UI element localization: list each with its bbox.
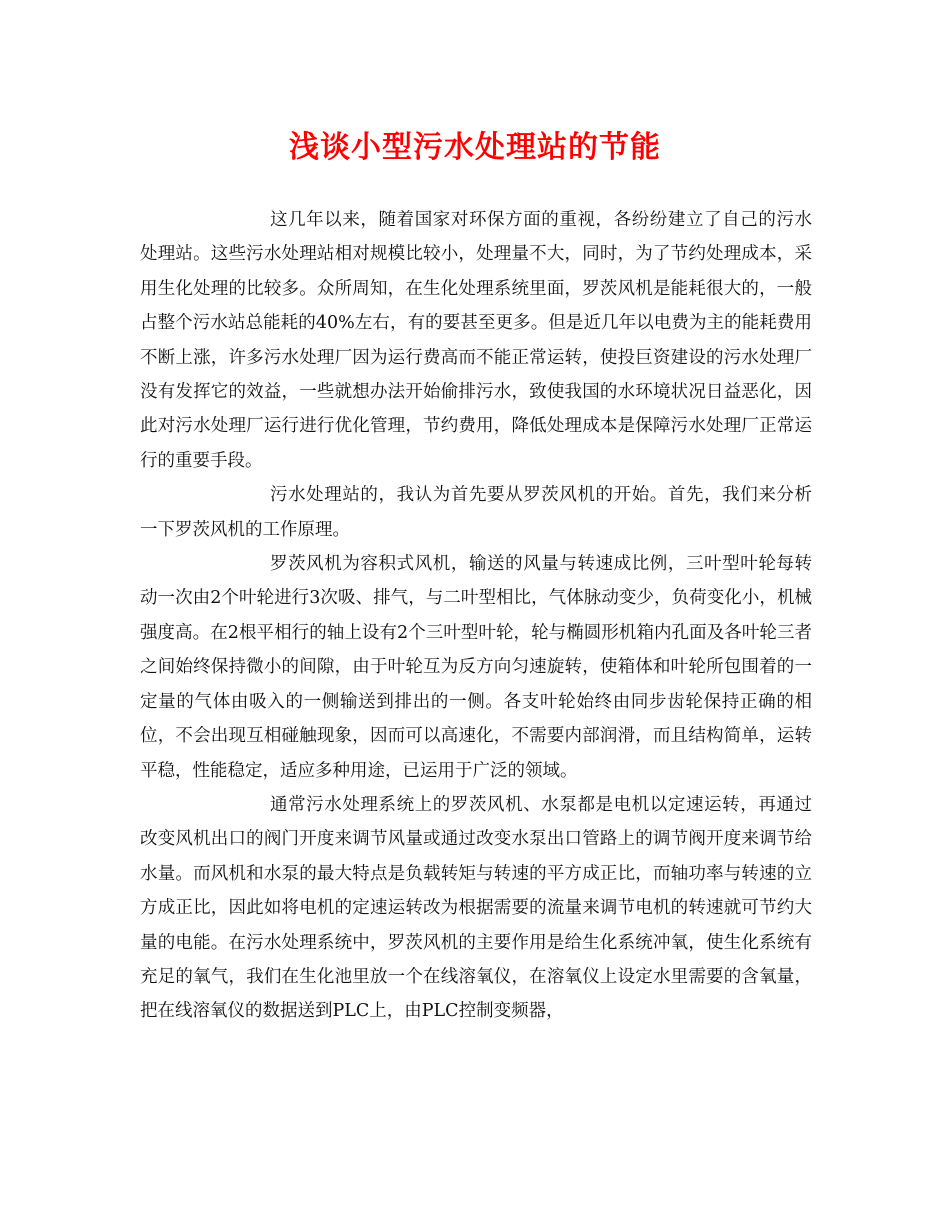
- paragraph-variable-speed-control: 通常污水处理系统上的罗茨风机、水泵都是电机以定速运转，再通过改变风机出口的阀门开度来调节风量或通过改变水泵出口管路上的调节阀开度来调节给水量。而风机和水泵的最大特点是负载转矩与转速的平方成正比，而轴功率与转速的立方成正比，因此如将电机的定速运转改为根据需要的流量来调节电机的转速就可节约大量的电能。在污水处理系统中，罗茨风机的主要作用是给生化系统冲氧，使生化系统有充足的氧气，我们在生化池里放一个在线溶氧仪，在溶氧仪上设定水里需要的含氧量，把在线溶氧仪的数据送到PLC上，由PLC控制变频器，: [140, 794, 812, 1022]
- page-title: 浅谈小型污水处理站的节能: [289, 130, 661, 165]
- article-body: [140, 203, 812, 1029]
- paragraph-intro: 这几年以来，随着国家对环保方面的重视，各纷纷建立了自己的污水处理站。这些污水处理站相对规模比较小，处理量不大，同时，为了节约处理成本，采用生化处理的比较多。众所周知，在生化处理系统里面，罗茨风机是能耗很大的，一般占整个污水站总能耗的40%左右，有的要甚至更多。但是近几年以电费为主的能耗费用不断上涨，许多污水处理厂因为运行费高而不能正常运转，使投巨资建设的污水处理厂没有发挥它的效益，一些就想办法开始偷排污水，致使我国的水环境状况日益恶化，因此对污水处理厂运行进行优化管理，节约费用，降低处理成本是保障污水处理厂正常运行的重要手段。: [140, 210, 812, 471]
- paragraph-approach: 污水处理站的，我认为首先要从罗茨风机的开始。首先，我们来分析一下罗茨风机的工作原理。: [140, 485, 812, 540]
- paragraph-roots-blower-principle: 罗茨风机为容积式风机，输送的风量与转速成比例，三叶型叶轮每转动一次由2个叶轮进行3次吸、排气，与二叶型相比，气体脉动变少，负荷变化小，机械强度高。在2根平相行的轴上设有2个三叶型叶轮，轮与椭圆形机箱内孔面及各叶轮三者之间始终保持微小的间隙，由于叶轮互为反方向匀速旋转，使箱体和叶轮所包围着的一定量的气体由吸入的一侧输送到排出的一侧。各支叶轮始终由同步齿轮保持正确的相位，不会出现互相碰触现象，因而可以高速化，不需要内部润滑，而且结构简单，运转平稳，性能稳定，适应多种用途，已运用于广泛的领域。: [140, 554, 812, 781]
